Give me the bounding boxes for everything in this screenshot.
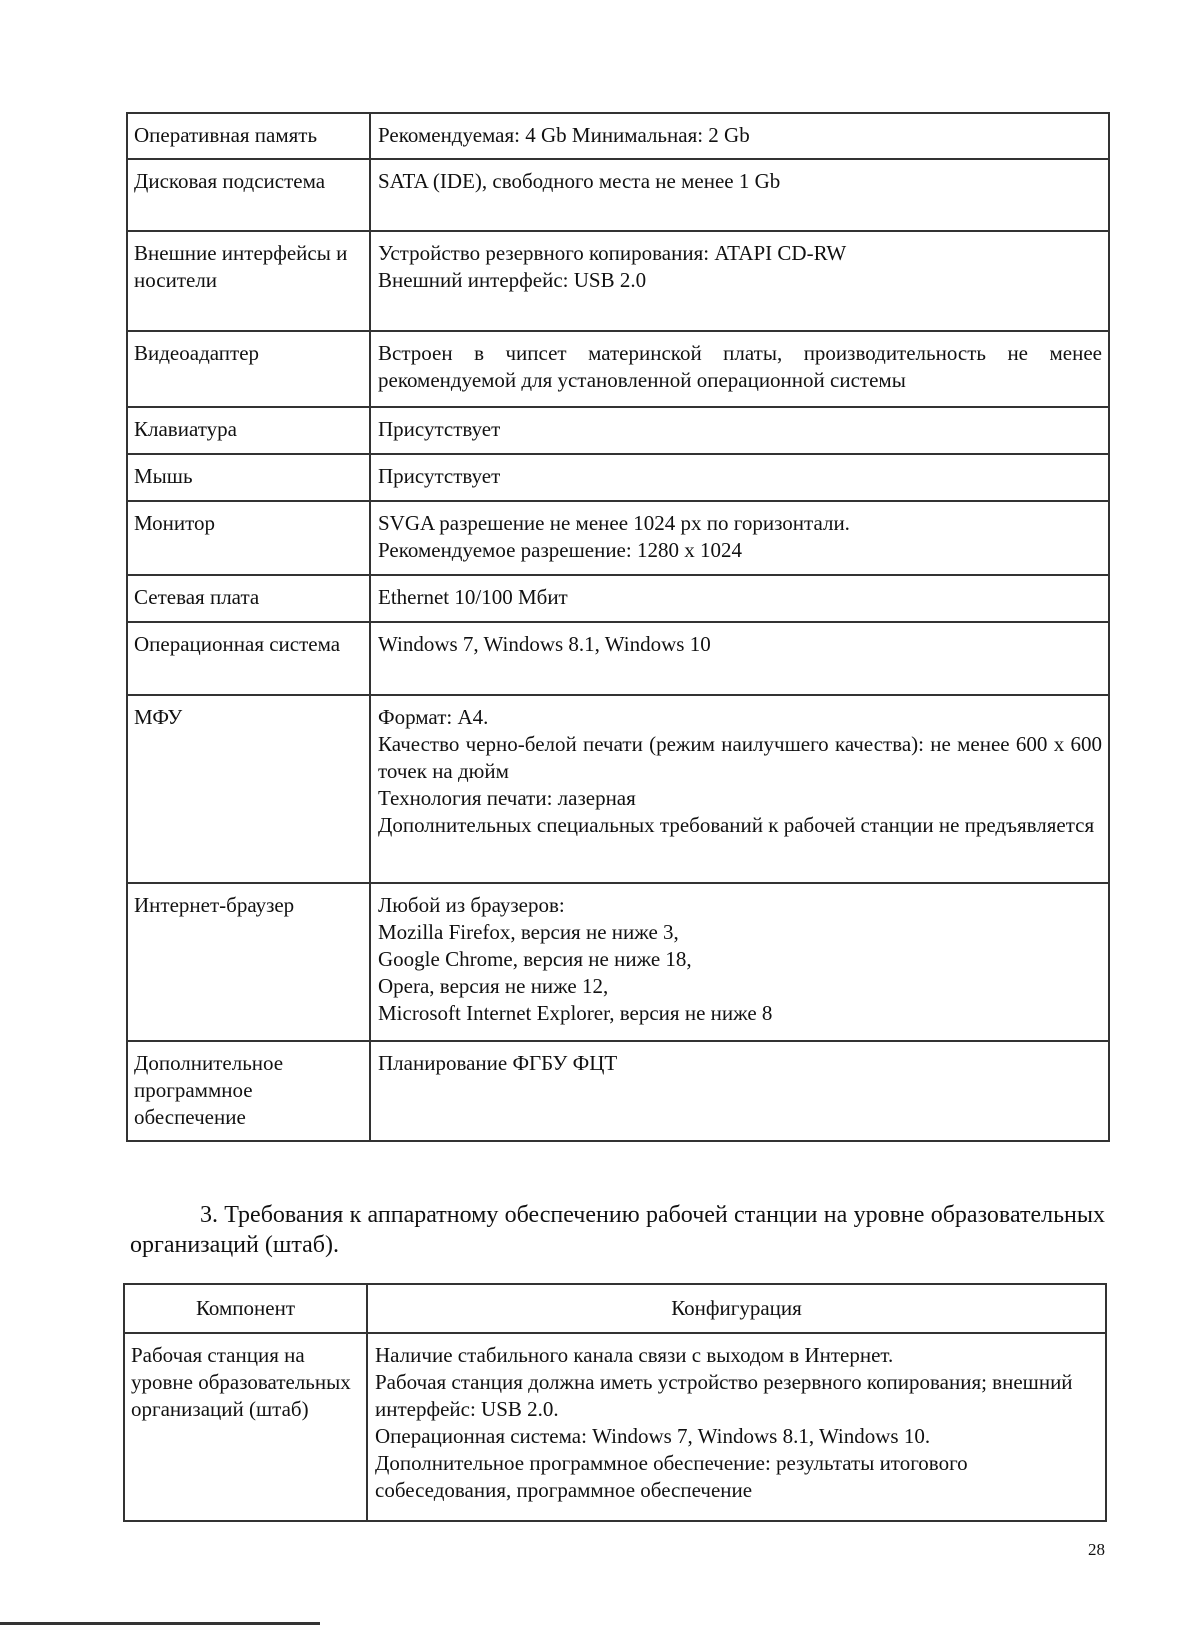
config-cell: Любой из браузеров: Mozilla Firefox, версия не ниже 3, Google Chrome, версия не ниже 18, Opera, версия не ниже 12, Microsoft Internet Explorer, версия не ниже 8	[370, 883, 1109, 1041]
config-cell: Встроен в чипсет материнской платы, производительность не менее рекомендуемой для установленной операционной системы	[370, 331, 1109, 407]
config-cell: Рекомендуемая: 4 Gb Минимальная: 2 Gb	[370, 113, 1109, 159]
table-row	[127, 575, 1109, 622]
component-cell: Интернет-браузер	[127, 883, 370, 1041]
table-row	[127, 407, 1109, 454]
table-row	[127, 501, 1109, 575]
table-row	[127, 1041, 1109, 1141]
config-cell: Планирование ФГБУ ФЦТ	[370, 1041, 1109, 1141]
component-cell: Дополнительное программное обеспечение	[127, 1041, 370, 1141]
component-cell: Монитор	[127, 501, 370, 575]
table-row	[124, 1333, 1106, 1521]
config-cell: SATA (IDE), свободного места не менее 1 Gb	[370, 159, 1109, 231]
table-row	[127, 454, 1109, 501]
section-number: 3.	[200, 1202, 218, 1228]
table-row	[127, 113, 1109, 159]
component-cell: Клавиатура	[127, 407, 370, 454]
header-config: Конфигурация	[367, 1284, 1106, 1333]
table-row	[127, 622, 1109, 695]
section-text: Требования к аппаратному обеспечению рабочей станции на уровне образовательных организаций (штаб).	[130, 1202, 1106, 1258]
component-cell: Сетевая плата	[127, 575, 370, 622]
scan-edge-line	[0, 1622, 320, 1625]
component-cell: Дисковая подсистема	[127, 159, 370, 231]
section-3-heading	[130, 1200, 1105, 1260]
hardware-requirements-table	[126, 112, 1110, 1142]
component-cell: Видеоадаптер	[127, 331, 370, 407]
page-number: 28	[1088, 1540, 1105, 1559]
component-cell: МФУ	[127, 695, 370, 883]
config-cell: Присутствует	[370, 407, 1109, 454]
config-cell: Присутствует	[370, 454, 1109, 501]
table-header-row	[124, 1284, 1106, 1333]
table-row	[127, 159, 1109, 231]
component-cell: Мышь	[127, 454, 370, 501]
table-row	[127, 331, 1109, 407]
component-cell: Внешние интерфейсы и носители	[127, 231, 370, 331]
table-row	[127, 695, 1109, 883]
config-cell: Наличие стабильного канала связи с выходом в Интернет. Рабочая станция должна иметь устройство резервного копирования; внешний интерфейс: USB 2.0. Операционная система: Windows 7, Windows 8.1, Windows 10. Дополнительное программное обеспечение: результаты итогового собеседования, программное обеспечение	[367, 1333, 1106, 1521]
component-cell: Операционная система	[127, 622, 370, 695]
config-cell: Формат: А4. Качество черно-белой печати (режим наилучшего качества): не менее 600 x 600 точек на дюйм Технология печати: лазерная Дополнительных специальных требований к рабочей станции не предъявляется	[370, 695, 1109, 883]
config-cell: Windows 7, Windows 8.1, Windows 10	[370, 622, 1109, 695]
workstation-requirements-table	[123, 1283, 1107, 1522]
config-cell: Устройство резервного копирования: ATAPI CD-RW Внешний интерфейс: USB 2.0	[370, 231, 1109, 331]
header-component: Компонент	[124, 1284, 367, 1333]
config-cell: Ethernet 10/100 Мбит	[370, 575, 1109, 622]
table-row	[127, 231, 1109, 331]
component-cell: Оперативная память	[127, 113, 370, 159]
table-row	[127, 883, 1109, 1041]
config-cell: SVGA разрешение не менее 1024 px по горизонтали. Рекомендуемое разрешение: 1280 x 1024	[370, 501, 1109, 575]
component-cell: Рабочая станция на уровне образовательных организаций (штаб)	[124, 1333, 367, 1521]
